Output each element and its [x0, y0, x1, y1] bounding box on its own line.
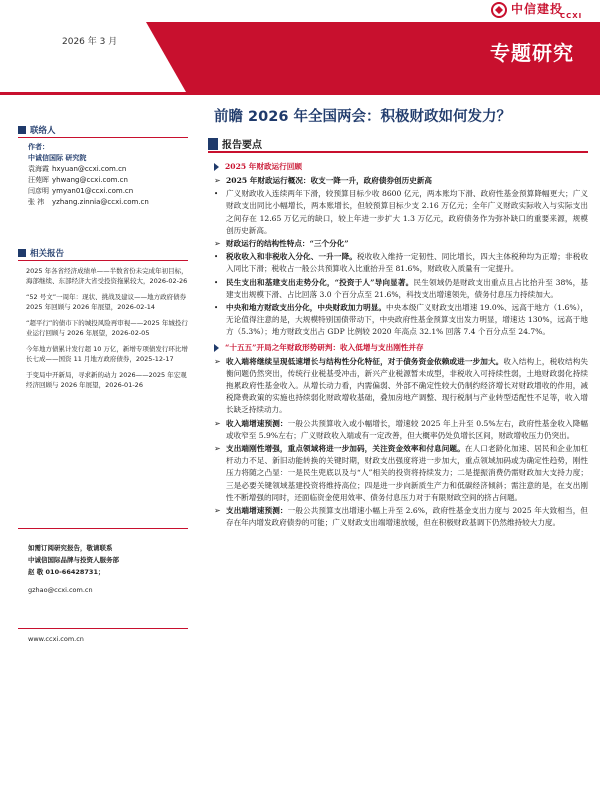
summary-heading: [208, 135, 588, 153]
contacts-heading: [18, 122, 188, 138]
summary-point: [210, 251, 588, 275]
point-lead: 支出端刚性增强，重点领域将进一步加码，关注资金效率和付息问题。: [226, 444, 465, 454]
point-lead: 税收收入和非税收入分化、一升一降。: [226, 252, 357, 262]
header-diagonal: [146, 22, 186, 92]
section-heading-text: 2025 年财政运行回顾: [225, 161, 302, 171]
contact-line: 中诚信国际品牌与投资人服务部: [28, 556, 119, 564]
author-name: 袁海霞: [28, 165, 49, 173]
point-lead: 收入端将继续呈现低速增长与结构性分化特征，对于债务资金依赖或进一步加大。: [226, 356, 504, 366]
authors-title: 作者：: [28, 143, 49, 151]
dot-bullet-icon: •: [214, 278, 219, 287]
related-report-link[interactable]: “超平行”的债市下的城投风险再审视——2025 年城投行业运行回顾与 2026 年展望，2026-02-05: [26, 319, 188, 337]
section-heading: [214, 340, 588, 356]
triangle-marker-icon: [214, 163, 219, 171]
related-reports: [26, 266, 188, 396]
point-lead: 收入端增速预测：: [226, 418, 288, 428]
point-text: 民生领域仍是财政支出重点且占比抬升至 38%，基建支出规模下滑、占比回落 3.0 个百分点至 21.6%，科技支出增速领先，债务付息压力持续加大。: [226, 277, 588, 299]
author-row: [28, 197, 193, 208]
brand-en: CCXI: [560, 12, 583, 20]
point-text: 一般公共预算支出增速小幅上升至 2.6%，政府性基金支出力度与 2025 年大致相当，但存在年内增发政府债券的可能；广义财政支出端增速放缓，但在积极财政基调下仍然维持较大力度。: [226, 506, 588, 528]
arrow-bullet-icon: ➢: [214, 176, 221, 185]
point-lead: 支出端增速预测：: [226, 506, 288, 516]
related-report-link[interactable]: 今年地方债累计发行超 10 万亿，新增专项债发行环比增长七成——国资 11 月地方政府债券，2025-12-17: [26, 345, 188, 363]
related-report-link[interactable]: 2025 年各省经济成绩单——半数省份未完成年初目标，海部继续、东部经济大省受投资拖累较大，2026-02-26: [26, 267, 188, 285]
summary-body: [210, 159, 588, 530]
sidebar-divider: [18, 628, 188, 629]
related-report-link[interactable]: 于变局中开新局，寻求新的动力 2026——2025 年宏观经济回顾与 2026 年展望，2026-01-26: [26, 371, 187, 389]
summary-point: [210, 277, 588, 301]
author-email[interactable]: ymyan01@ccxi.com.cn: [52, 187, 134, 195]
point-text: 中央本级广义财政支出增速 19.0%、远高于地方（1.6%），无论值得注意的是，大规模特别国债带动下，中央政府性基金预算支出发力明显，增速达 130%，远高于地方（5.3%）；地方财政支出占 GDP 比例较 2020 年高点 32.1% 回落 7.4 个百分点至 24.7%。: [226, 303, 589, 337]
section-heading-text: “十五五”开局之年财政形势研判：收入低增与支出刚性并存: [225, 342, 424, 352]
dot-bullet-icon: •: [214, 190, 219, 199]
report-date: 2026 年 3 月: [62, 37, 118, 47]
author-name: 汪苑晖: [28, 176, 49, 184]
brand-name: 中信建投: [511, 2, 564, 16]
arrow-bullet-icon: ➢: [214, 239, 221, 249]
point-lead: 2025 年财政运行概况：收支一降一升，政府债券创历史新高: [226, 176, 433, 185]
summary-point: [210, 418, 588, 442]
main-content: [200, 95, 590, 800]
summary-point: [210, 238, 588, 250]
author-name: 张 祎: [28, 198, 45, 206]
arrow-bullet-icon: ➢: [214, 418, 221, 428]
related-report-link[interactable]: “52 号文”一周年：现状、挑战及建议——地方政府债券 2025 年回顾与 2026 年展望，2026-02-14: [26, 293, 187, 311]
summary-label: 报告要点: [222, 140, 262, 151]
summary-point: [210, 505, 588, 529]
summary-point: [210, 443, 588, 504]
author-row: [28, 175, 193, 186]
contact-email[interactable]: gzhao@ccxi.com.cn: [28, 586, 93, 594]
arrow-bullet-icon: ➢: [214, 356, 221, 366]
dot-bullet-icon: •: [214, 304, 219, 313]
point-text: 一般公共预算收入或小幅增长，增速较 2025 年上升至 0.5%左右，政府性基金收入降幅或收窄至 5.9%左右；广义财政收入端或有一定改善，但大概率仍处负增长区间，财政增收压力仍突出。: [226, 418, 588, 440]
point-text: 广义财政收入连续两年下滑，较预算目标少收 8600 亿元，两本账均下滑、政府性基金预算降幅更大；广义财政支出同比小幅增长，两本账增长，但较预算目标少支 2.16 万亿元；全年广义财政实际收入与实际支出之间存在 12.65 万亿元的缺口，较上年进一步扩大 1.3 万亿元，政府债务作为弥补缺口的重要来源，规模创历史新高。: [226, 189, 588, 235]
related-heading: [18, 245, 188, 261]
subscription-contact: [28, 542, 188, 596]
point-lead: 民生支出和基建支出走势分化，“投资于人”导向显著。: [226, 277, 414, 287]
author-org: 中诚信国际 研究院: [28, 154, 87, 162]
point-lead: 财政运行的结构性特点：“三个分化”: [226, 239, 349, 249]
author-email[interactable]: yhwang@ccxi.com.cn: [52, 176, 128, 184]
author-email[interactable]: hxyuan@ccxi.com.cn: [52, 165, 127, 173]
brand-logo-icon: [490, 2, 508, 18]
summary-point: [210, 356, 588, 417]
brand: [486, 0, 600, 22]
report-type: 专题研究: [490, 41, 574, 65]
author-list: [28, 142, 193, 208]
contacts-label: 联络人: [30, 126, 56, 136]
contact-phone: 赵 敬 010-66428731；: [28, 568, 105, 576]
arrow-bullet-icon: ➢: [214, 506, 221, 516]
point-text: 税收收入维持一定韧性、同比增长，四大主体税种均为正增；非税收入同比下滑；税收占一般公共预算收入比重抬升至 81.6%，财政收入质量有一定提升。: [226, 252, 589, 274]
point-text: 收入结构上，税收结构失衡问题仍然突出，传统行业税基受冲击，新兴产业税源暂未成型，非税收入可持续性弱，土地财政弱化持续拖累政府性基金收入。从增长动力看，内需偏弱、外部不确定性较大仍制约经济增长对财政增收的作用，减税降费政策的实施也持续弱化财政增收基础，叠加房地产调整、现行税制与产业转型适配性不足等，收入增长缺乏持续动力。: [226, 356, 588, 415]
point-text: 在人口老龄化加速、居民和企业加杠杆动力不足、新旧动能转换的关键时期，财政支出强度将进一步加大，重点领域加码或为确定性趋势，刚性压力将随之凸显：一是民生兜底以及与“人”相关的投资将持续发力；二是提振消费仍需财政加大支持力度；三是必要关键领域基建投资将维持高位；四是进一步向新质生产力和低碳经济倾斜；需注意的是，在支出刚性不断增强的同时，还面临资金使用效率、债务付息压力对于有限财政空间的挤占问题。: [226, 444, 589, 502]
section-marker-icon: [18, 249, 26, 257]
sidebar-divider: [18, 528, 188, 529]
triangle-marker-icon: [214, 344, 219, 352]
arrow-bullet-icon: ➢: [214, 444, 221, 454]
related-label: 相关报告: [30, 249, 65, 259]
summary-point: [210, 175, 588, 187]
summary-point: [210, 188, 588, 237]
contact-line: 如需订阅研究报告，敬请联系: [28, 544, 113, 552]
author-name: 闫彦明: [28, 187, 49, 195]
report-title: 前瞻 2026 年全国两会：积极财政如何发力？: [214, 109, 511, 125]
author-row: [28, 186, 193, 197]
author-row: [28, 164, 193, 175]
dot-bullet-icon: •: [214, 253, 219, 262]
author-email[interactable]: yzhang.zinnia@ccxi.com.cn: [52, 198, 149, 206]
section-marker-icon: [18, 126, 26, 134]
point-lead: 中央和地方财政支出分化，中央财政加力明显。: [226, 303, 386, 313]
section-heading: [214, 159, 588, 175]
section-marker-icon: [208, 138, 218, 150]
website-link[interactable]: www.ccxi.com.cn: [28, 635, 84, 643]
summary-point: [210, 302, 588, 339]
header-bar: [186, 22, 600, 92]
